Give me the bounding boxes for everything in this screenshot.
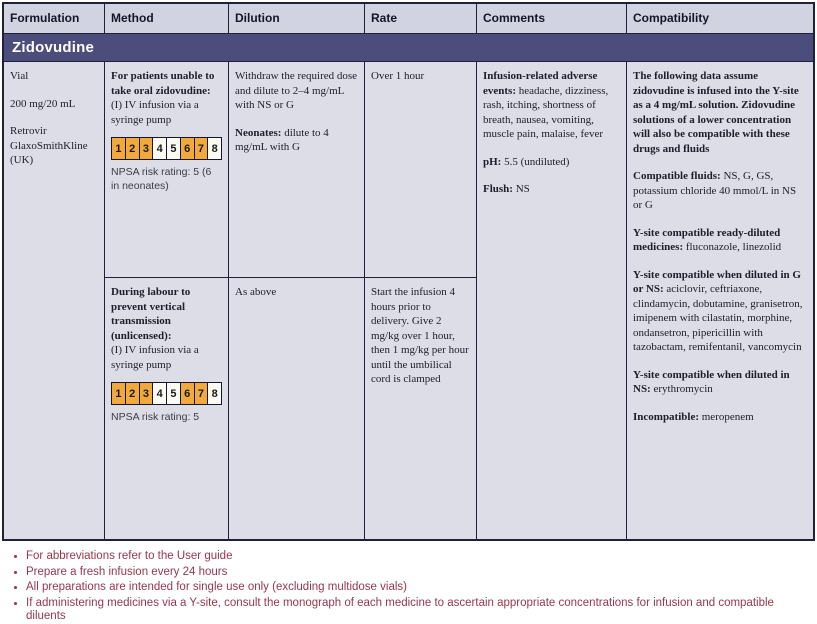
risk-box-3: 3: [139, 137, 154, 160]
column-header-row: [4, 4, 813, 34]
ysite-diluted-g-ns-label: Y-site compatible when diluted in G or NS:: [633, 268, 801, 296]
rate-row1-text: Over 1 hour: [371, 70, 425, 82]
compatibility-cell: [627, 62, 813, 539]
risk-box-2: 2: [125, 137, 140, 160]
col-header-comments: Comments: [477, 4, 627, 33]
rate-row1-cell: [365, 62, 477, 278]
dilution-row1-neonates: [235, 126, 358, 155]
npsa-risk-strip: [111, 382, 222, 405]
compatible-fluids-list: NS, G, GS, potassium chloride 40 mmol/L in NS or G: [633, 170, 797, 212]
ysite-diluted-ns: [633, 368, 807, 397]
method-row1-route: (I) IV infusion via a syringe pump: [111, 99, 199, 126]
comments-adverse-events: [483, 69, 620, 142]
col-header-formulation: Formulation: [4, 4, 105, 33]
risk-box-1: 1: [111, 137, 126, 160]
footer-note: • For abbreviations refer to the User guide: [26, 550, 815, 563]
risk-box-6: 6: [180, 382, 195, 405]
method-row2-text: [111, 285, 222, 372]
footer-notes: [2, 550, 815, 624]
method-row1-indication: For patients unable to take oral zidovudine:: [111, 70, 215, 97]
compatibility-assumption: The following data assume zidovudine is infused into the Y-site as a 4 mg/mL solution. Zidovudine solutions of a lower concentration will also be compatible with these drugs and fluids: [633, 70, 799, 155]
risk-box-2: 2: [125, 382, 140, 405]
risk-box-8: 8: [207, 382, 222, 405]
ysite-diluted-g-ns-list: aciclovir, ceftriaxone, clindamycin, dobutamine, granisetron, imipenem with cilastatin, morphine, ondansetron, pipericillin with tazobactam, remifentanil, vancomycin: [633, 283, 803, 354]
footer-note: • Prepare a fresh infusion every 24 hours: [26, 566, 815, 579]
risk-box-4: 4: [152, 137, 167, 160]
ysite-diluted-ns-label: Y-site compatible when diluted in NS:: [633, 368, 790, 396]
compatible-fluids: [633, 169, 807, 213]
risk-box-5: 5: [166, 382, 181, 405]
npsa-risk-rating: NPSA risk rating: 5 (6 in neonates): [111, 166, 212, 192]
col-header-compatibility: Compatibility: [633, 11, 710, 25]
method-row2-route: (I) IV infusion via a syringe pump: [111, 344, 199, 371]
npsa-risk-strip: [111, 137, 222, 160]
risk-box-8: 8: [207, 137, 222, 160]
comments-flush: [483, 182, 620, 197]
dilution-row2-text: As above: [235, 286, 277, 298]
risk-box-6: 6: [180, 137, 195, 160]
risk-box-5: 5: [166, 137, 181, 160]
col-header-dilution: Dilution: [229, 4, 365, 33]
formulation-brand: Retrovir GlaxoSmithKline (UK): [10, 125, 88, 167]
ysite-diluted-ns-list: erythromycin: [650, 383, 713, 396]
incompatible: [633, 410, 807, 425]
monograph-body: [4, 62, 813, 539]
comments-ph: [483, 155, 620, 170]
formulation-cell: [4, 62, 105, 539]
method-row1-text: [111, 69, 222, 127]
adverse-events-label: Infusion-related adverse events:: [483, 70, 598, 97]
npsa-risk-rating: NPSA risk rating: 5: [111, 411, 200, 424]
drug-name-band: Zidovudine: [4, 34, 813, 62]
formulation-strength: 200 mg/20 mL: [10, 97, 76, 110]
dilution-neonates-text: dilute to 4 mg/mL with G: [235, 126, 329, 154]
col-header-rate: Rate: [365, 4, 477, 33]
compatible-fluids-label: Compatible fluids:: [633, 170, 721, 183]
risk-box-4: 4: [152, 382, 167, 405]
dilution-row2-cell: [229, 278, 365, 539]
ysite-ready-diluted-list: fluconazole, linezolid: [683, 241, 782, 254]
dilution-neonates-label: Neonates:: [235, 126, 282, 139]
rate-row2-text: Start the infusion 4 hours prior to delivery. Give 2 mg/kg over 1 hour, then 1 mg/kg per hour until the umbilical cord is clamped: [371, 286, 469, 386]
dilution-row1-cell: [229, 62, 365, 278]
risk-box-1: 1: [111, 382, 126, 405]
adverse-events-list: headache, dizziness, rash, itching, shortness of breath, nausea, vomiting, muscle pain, malaise, fever: [483, 84, 609, 141]
col-header-method: Method: [105, 4, 229, 33]
footer-note: • If administering medicines via a Y-site, consult the monograph of each medicine to ascertain appropriate concentrations for infusion and compatible diluents: [26, 597, 815, 623]
formulation-presentation: Vial: [10, 70, 29, 82]
risk-box-7: 7: [194, 382, 209, 405]
ysite-ready-diluted-label: Y-site compatible ready-diluted medicines:: [633, 226, 781, 254]
drug-monograph-table: [2, 2, 815, 541]
comments-cell: [477, 62, 627, 539]
ysite-diluted-g-ns: [633, 268, 807, 355]
risk-box-7: 7: [194, 137, 209, 160]
rate-row2-cell: [365, 278, 477, 539]
flush-label: Flush:: [483, 183, 513, 196]
method-row2-cell: [105, 278, 229, 539]
incompatible-label: Incompatible:: [633, 410, 699, 423]
footer-note: • All preparations are intended for single use only (excluding multidose vials): [26, 581, 815, 594]
dilution-row1-instruction: Withdraw the required dose and dilute to 2–4 mg/mL with NS or G: [235, 70, 358, 112]
ysite-ready-diluted: [633, 226, 807, 255]
risk-box-3: 3: [139, 382, 154, 405]
incompatible-list: meropenem: [699, 410, 754, 423]
ph-label: pH:: [483, 155, 502, 168]
method-row1-cell: [105, 62, 229, 278]
flush-value: NS: [512, 183, 530, 196]
ph-value: 5.5 (undiluted): [501, 155, 570, 168]
method-row2-indication: During labour to prevent vertical transmission (unlicensed):: [111, 286, 191, 342]
